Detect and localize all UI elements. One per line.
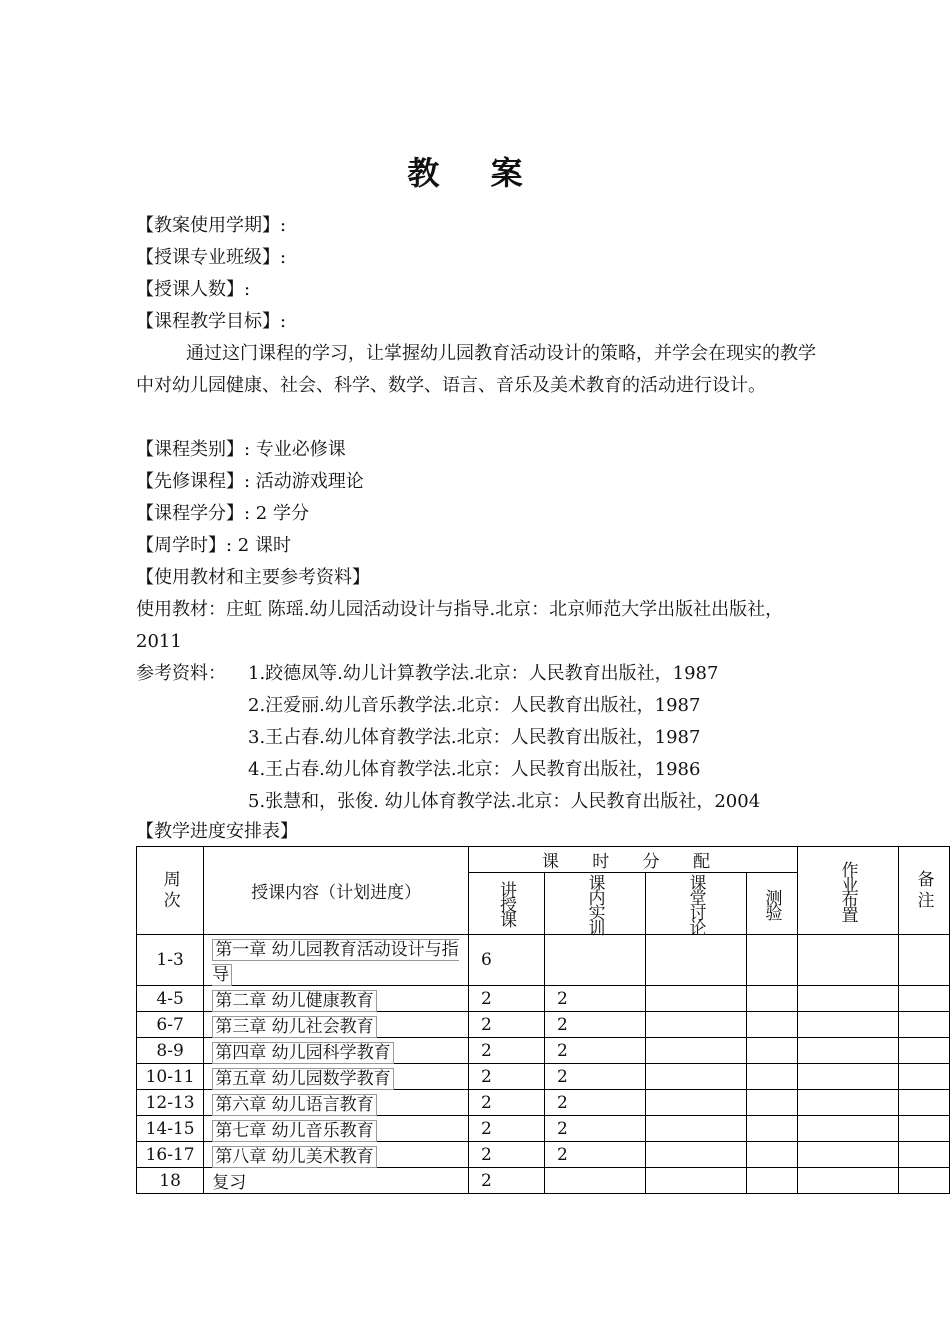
discussion-cell	[645, 1116, 746, 1142]
credits-field: 【课程学分】: 2 学分	[136, 503, 309, 524]
table-row	[137, 1012, 950, 1038]
reference-item: 3.王占春.幼儿体育教学法.北京：人民教育出版社，1987	[248, 727, 701, 748]
header-notes: 备注	[898, 847, 949, 935]
test-cell	[746, 1142, 797, 1168]
lecture-cell: 2	[468, 986, 544, 1012]
notes-cell	[898, 1012, 949, 1038]
test-cell	[746, 935, 797, 986]
homework-cell	[797, 1012, 898, 1038]
notes-cell	[898, 1142, 949, 1168]
lecture-cell: 2	[468, 1142, 544, 1168]
notes-cell	[898, 1168, 949, 1194]
content-cell: 第六章 幼儿语言教育	[204, 1090, 469, 1116]
notes-cell	[898, 1064, 949, 1090]
notes-cell	[898, 986, 949, 1012]
notes-cell	[898, 1090, 949, 1116]
page-title: 教 案	[407, 154, 543, 192]
schedule-label: 【教学进度安排表】	[136, 821, 298, 842]
test-cell	[746, 1168, 797, 1194]
content-cell: 第八章 幼儿美术教育	[204, 1142, 469, 1168]
content-cell: 第七章 幼儿音乐教育	[204, 1116, 469, 1142]
week-cell: 8-9	[137, 1038, 204, 1064]
header-practice: 课内实训	[544, 873, 645, 935]
schedule-table	[136, 846, 950, 1194]
practice-cell: 2	[544, 986, 645, 1012]
table-row	[137, 1116, 950, 1142]
week-cell: 4-5	[137, 986, 204, 1012]
test-cell	[746, 1064, 797, 1090]
notes-cell	[898, 1038, 949, 1064]
homework-cell	[797, 935, 898, 986]
test-cell	[746, 1038, 797, 1064]
header-lecture: 讲授课	[468, 873, 544, 935]
practice-cell: 2	[544, 1090, 645, 1116]
test-cell	[746, 1116, 797, 1142]
week-cell: 1-3	[137, 935, 204, 986]
content-cell: 第四章 幼儿园科学教育	[204, 1038, 469, 1064]
lecture-cell: 2	[468, 1116, 544, 1142]
course-type-field: 【课程类别】: 专业必修课	[136, 439, 346, 460]
table-row	[137, 1090, 950, 1116]
materials-label: 【使用教材和主要参考资料】	[136, 567, 370, 588]
table-row	[137, 935, 950, 986]
discussion-cell	[645, 1168, 746, 1194]
prerequisite-field: 【先修课程】: 活动游戏理论	[136, 471, 364, 492]
discussion-cell	[645, 935, 746, 986]
lecture-cell: 6	[468, 935, 544, 986]
week-cell: 6-7	[137, 1012, 204, 1038]
practice-cell: 2	[544, 1012, 645, 1038]
semester-field: 【教案使用学期】:	[136, 215, 287, 236]
discussion-cell	[645, 1142, 746, 1168]
test-cell	[746, 986, 797, 1012]
reference-item: 1.跤德凤等.幼儿计算教学法.北京：人民教育出版社，1987	[248, 663, 719, 684]
objective-text: 通过这门课程的学习，让掌握幼儿园教育活动设计的策略，并学会在现实的教学中对幼儿园健康、社会、科学、数学、语言、音乐及美术教育的活动进行设计。	[136, 343, 816, 396]
homework-cell	[797, 1142, 898, 1168]
week-cell: 10-11	[137, 1064, 204, 1090]
homework-cell	[797, 1090, 898, 1116]
practice-cell	[544, 935, 645, 986]
homework-cell	[797, 1064, 898, 1090]
content-cell: 第三章 幼儿社会教育	[204, 1012, 469, 1038]
practice-cell: 2	[544, 1064, 645, 1090]
homework-cell	[797, 986, 898, 1012]
content-cell: 第五章 幼儿园数学教育	[204, 1064, 469, 1090]
homework-cell	[797, 1116, 898, 1142]
major-class-field: 【授课专业班级】:	[136, 247, 287, 268]
practice-cell	[544, 1168, 645, 1194]
notes-cell	[898, 1116, 949, 1142]
header-discussion: 课堂讨论	[645, 873, 746, 935]
textbook-line-1: 使用教材：庄虹 陈瑶.幼儿园活动设计与指导.北京：北京师范大学出版社出版社，	[136, 599, 784, 620]
practice-cell: 2	[544, 1116, 645, 1142]
student-count-field: 【授课人数】:	[136, 279, 251, 300]
references-label: 参考资料：	[136, 663, 226, 684]
lecture-cell: 2	[468, 1012, 544, 1038]
content-cell: 第一章 幼儿园教育活动设计与指导	[204, 935, 469, 986]
table-row	[137, 986, 950, 1012]
reference-item: 5.张慧和，张俊. 幼儿体育教学法.北京：人民教育出版社，2004	[248, 791, 761, 812]
header-test: 测验	[746, 873, 797, 935]
notes-cell	[898, 935, 949, 986]
practice-cell: 2	[544, 1142, 645, 1168]
table-row	[137, 1064, 950, 1090]
lecture-cell: 2	[468, 1168, 544, 1194]
practice-cell: 2	[544, 1038, 645, 1064]
lecture-cell: 2	[468, 1038, 544, 1064]
header-hour-allocation: 课 时 分 配	[468, 847, 797, 873]
week-cell: 14-15	[137, 1116, 204, 1142]
homework-cell	[797, 1038, 898, 1064]
discussion-cell	[645, 1012, 746, 1038]
discussion-cell	[645, 1090, 746, 1116]
header-content: 授课内容（计划进度）	[204, 847, 469, 935]
discussion-cell	[645, 1038, 746, 1064]
table-row	[137, 1038, 950, 1064]
content-cell: 复习	[204, 1168, 469, 1194]
lecture-cell: 2	[468, 1064, 544, 1090]
content-cell: 第二章 幼儿健康教育	[204, 986, 469, 1012]
table-row	[137, 1142, 950, 1168]
week-cell: 16-17	[137, 1142, 204, 1168]
test-cell	[746, 1012, 797, 1038]
reference-item: 2.汪爱丽.幼儿音乐教学法.北京：人民教育出版社，1987	[248, 695, 701, 716]
header-week: 周次	[137, 847, 204, 935]
week-cell: 18	[137, 1168, 204, 1194]
textbook-line-2: 2011	[136, 631, 182, 652]
test-cell	[746, 1090, 797, 1116]
lecture-cell: 2	[468, 1090, 544, 1116]
discussion-cell	[645, 986, 746, 1012]
homework-cell	[797, 1168, 898, 1194]
objective-label: 【课程教学目标】:	[136, 311, 287, 332]
table-row	[137, 1168, 950, 1194]
discussion-cell	[645, 1064, 746, 1090]
header-homework: 作业布置	[797, 847, 898, 935]
weekly-hours-field: 【周学时】: 2 课时	[136, 535, 291, 556]
reference-item: 4.王占春.幼儿体育教学法.北京：人民教育出版社，1986	[248, 759, 701, 780]
week-cell: 12-13	[137, 1090, 204, 1116]
